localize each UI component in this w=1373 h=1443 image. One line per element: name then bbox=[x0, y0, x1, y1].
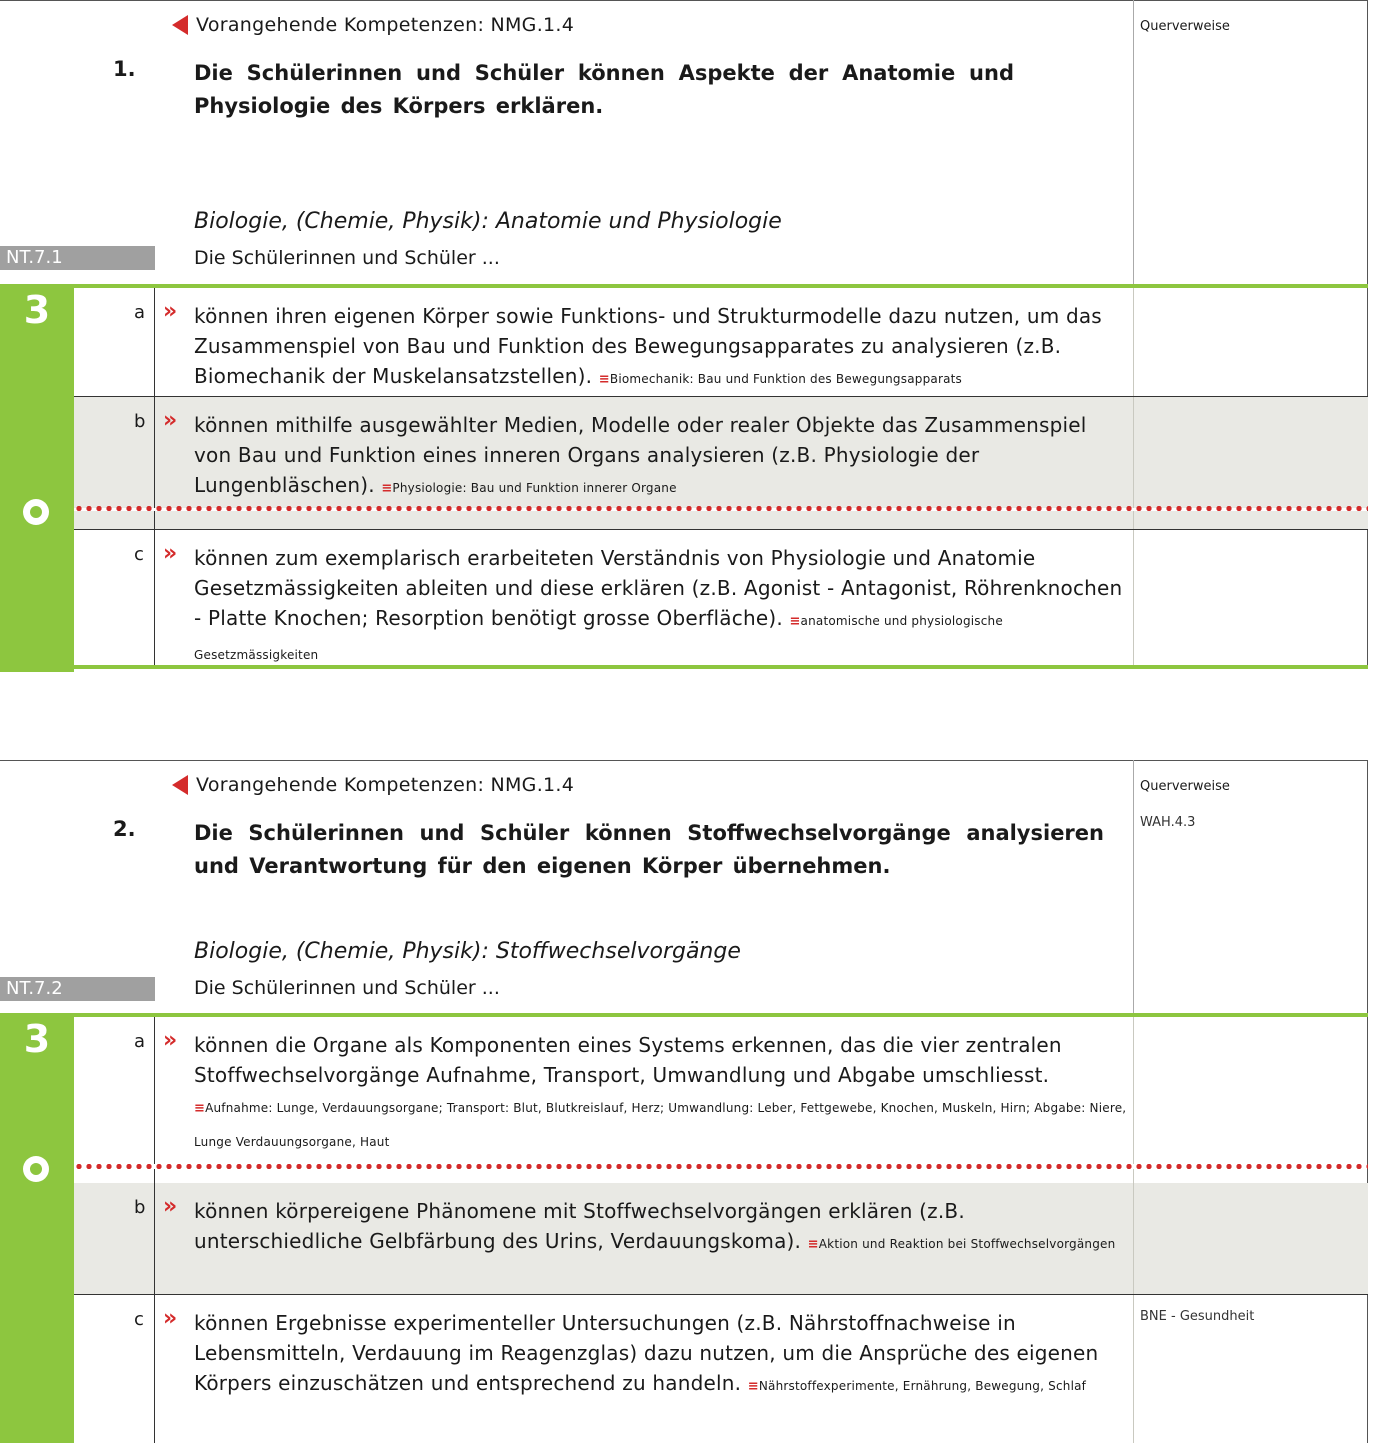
subject-heading: Biologie, (Chemie, Physik): Stoffwechselvorgänge bbox=[194, 939, 741, 964]
competence-title: Die Schülerinnen und Schüler können Stoffwechselvorgänge analysieren und Verantwortung für den eigenen Körper übernehmen. bbox=[194, 821, 1104, 878]
competence-item-c bbox=[74, 1295, 1368, 1443]
note-list-icon: ≡ bbox=[381, 481, 393, 496]
competence-block-2 bbox=[0, 760, 1368, 1443]
subject-heading: Biologie, (Chemie, Physik): Anatomie und Physiologie bbox=[194, 209, 782, 234]
item-note: Physiologie: Bau und Funktion innerer Organe bbox=[392, 481, 677, 495]
item-note: Biomechanik: Bau und Funktion des Bewegungsapparats bbox=[609, 372, 962, 386]
item-text: können zum exemplarisch erarbeiteten Verständnis von Physiologie und Anatomie Gesetzmässigkeiten ableiten und diese erklären (z.B. Agonist - Antagonist, Röhrenknochen - Platte Knochen; Resorption benötigt grosse Oberfläche). bbox=[194, 546, 1123, 630]
triangle-left-icon bbox=[172, 775, 188, 795]
note-list-icon: ≡ bbox=[747, 1379, 759, 1394]
cycle-number: 3 bbox=[23, 1017, 51, 1061]
intro-text: Die Schülerinnen und Schüler ... bbox=[194, 977, 500, 999]
previous-competences-link[interactable] bbox=[172, 774, 574, 796]
item-note: Aufnahme: Lunge, Verdauungsorgane; Transport: Blut, Blutkreislauf, Herz; Umwandlung: Leber, Fettgewebe, Knochen, Muskeln, Hirn; Abgabe: Niere, Lunge Verdauungsorgane, Haut bbox=[194, 1101, 1127, 1149]
chevron-right-icon: » bbox=[163, 1306, 178, 1331]
item-note: Aktion und Reaktion bei Stoffwechselvorgängen bbox=[818, 1237, 1116, 1251]
competence-item-b bbox=[74, 1183, 1368, 1294]
target-icon bbox=[23, 499, 49, 525]
item-letter: c bbox=[134, 544, 144, 565]
item-note: Nährstoffexperimente, Ernährung, Bewegung, Schlaf bbox=[758, 1379, 1087, 1393]
stage-bottom-rule bbox=[74, 665, 1368, 669]
competence-title: Die Schülerinnen und Schüler können Aspekte der Anatomie und Physiologie des Körpers erklären. bbox=[194, 61, 1014, 118]
item-text: können körpereigene Phänomene mit Stoffwechselvorgängen erklären (z.B. unterschiedliche Gelbfärbung des Urins, Verdauungskoma). bbox=[194, 1199, 965, 1253]
cross-ref-label: Querverweise bbox=[1140, 779, 1230, 794]
stage-sidebar bbox=[0, 284, 74, 672]
competence-number: 1. bbox=[113, 57, 136, 81]
competence-item-c bbox=[74, 530, 1368, 665]
item-note: anatomische und physiologische Gesetzmässigkeiten bbox=[194, 614, 1003, 662]
cross-ref-divider bbox=[1133, 760, 1134, 1044]
intro-text: Die Schülerinnen und Schüler ... bbox=[194, 247, 500, 269]
note-list-icon: ≡ bbox=[598, 372, 610, 387]
note-list-icon: ≡ bbox=[194, 1101, 206, 1116]
item-letter: b bbox=[134, 1197, 146, 1218]
header-top-rule bbox=[0, 0, 1368, 1]
cross-ref-link[interactable]: WAH.4.3 bbox=[1140, 815, 1196, 830]
stage-sidebar bbox=[0, 1013, 74, 1443]
item-text: können mithilfe ausgewählter Medien, Modelle oder realer Objekte das Zusammenspiel von Bau und Funktion eines inneren Organs analysieren (z.B. Physiologie der Lungenbläschen). bbox=[194, 413, 1087, 497]
cross-ref-divider bbox=[1133, 0, 1134, 284]
cycle-number: 3 bbox=[23, 288, 51, 332]
chevron-right-icon: » bbox=[163, 299, 178, 324]
item-text: können die Organe als Komponenten eines Systems erkennen, das die vier zentralen Stoffwechselvorgänge Aufnahme, Transport, Umwandlung und Abgabe umschliesst. bbox=[194, 1033, 1062, 1087]
item-letter: c bbox=[134, 1309, 144, 1330]
item-text: können Ergebnisse experimenteller Untersuchungen (z.B. Nährstoffnachweise in Lebensmitteln, Verdauung im Reagenzglas) dazu nutzen, um die Ansprüche des eigenen Körpers einzuschätzen und entsprechend zu handeln. bbox=[194, 1311, 1099, 1395]
competence-item-a bbox=[74, 1017, 1368, 1164]
note-list-icon: ≡ bbox=[789, 614, 801, 629]
competence-code-badge: NT.7.2 bbox=[0, 977, 155, 1001]
previous-competences-text: Vorangehende Kompetenzen: NMG.1.4 bbox=[196, 14, 575, 36]
item-letter: a bbox=[134, 1031, 146, 1052]
competence-block-1 bbox=[0, 0, 1368, 672]
cross-ref-link[interactable]: BNE - Gesundheit bbox=[1140, 1309, 1255, 1324]
competence-item-b bbox=[74, 397, 1368, 508]
chevron-right-icon: » bbox=[163, 408, 178, 433]
cross-ref-label: Querverweise bbox=[1140, 19, 1230, 34]
note-list-icon: ≡ bbox=[807, 1237, 819, 1252]
competence-number: 2. bbox=[113, 817, 136, 841]
previous-competences-text: Vorangehende Kompetenzen: NMG.1.4 bbox=[196, 774, 575, 796]
item-letter: a bbox=[134, 302, 146, 323]
triangle-left-icon bbox=[172, 15, 188, 35]
competence-code-badge: NT.7.1 bbox=[0, 246, 155, 270]
chevron-right-icon: » bbox=[163, 1028, 178, 1053]
chevron-right-icon: » bbox=[163, 1194, 178, 1219]
chevron-right-icon: » bbox=[163, 541, 178, 566]
competence-item-a bbox=[74, 288, 1368, 396]
item-letter: b bbox=[134, 411, 146, 432]
target-icon bbox=[23, 1156, 49, 1182]
item-text: können ihren eigenen Körper sowie Funktions- und Strukturmodelle dazu nutzen, um das Zusammenspiel von Bau und Funktion des Bewegungsapparates zu analysieren (z.B. Biomechanik der Muskelansatzstellen). bbox=[194, 304, 1102, 388]
previous-competences-link[interactable] bbox=[172, 14, 574, 36]
header-top-rule bbox=[0, 760, 1368, 761]
